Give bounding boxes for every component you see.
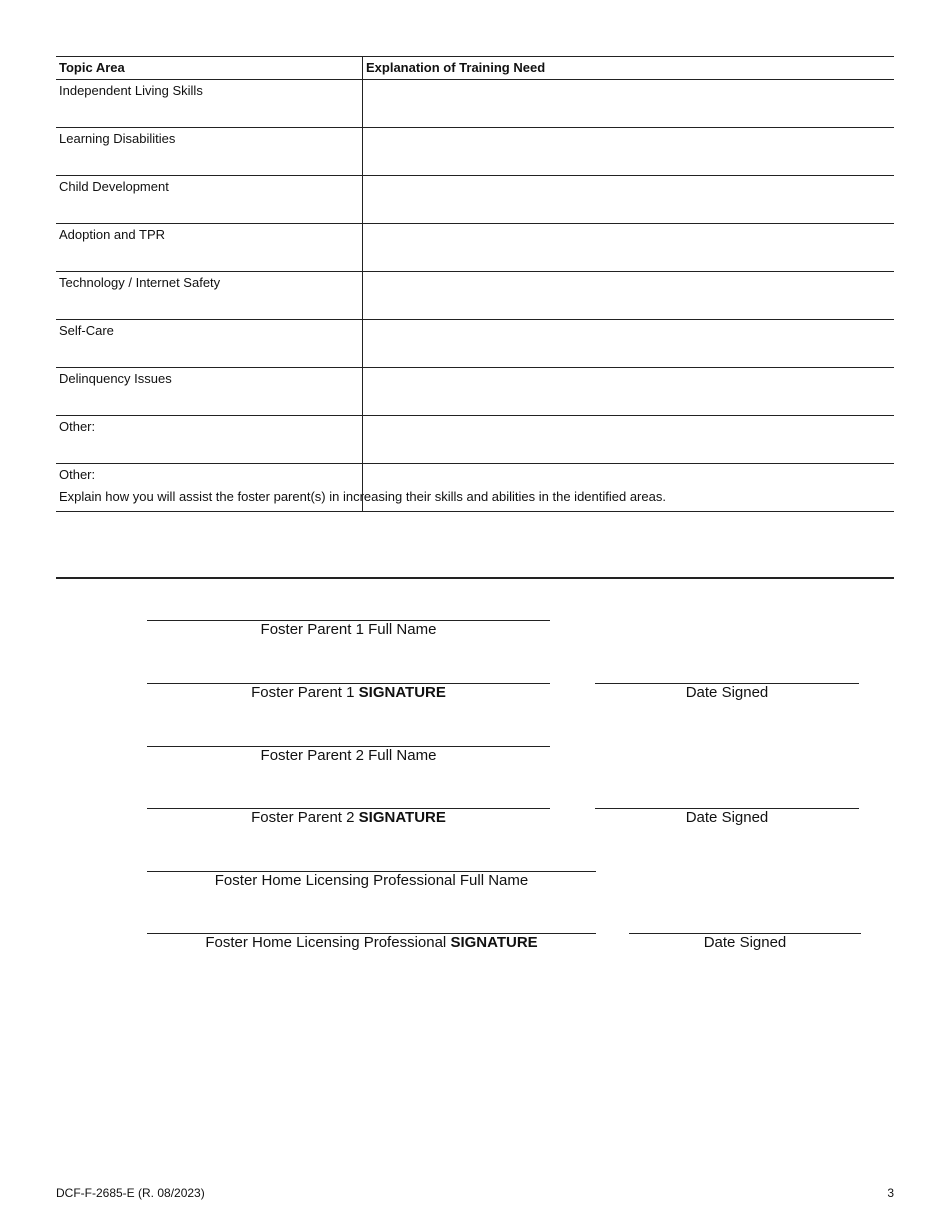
form-id: DCF-F-2685-E (R. 08/2023) xyxy=(56,1186,205,1200)
header-topic-area: Topic Area xyxy=(56,57,363,80)
page-number: 3 xyxy=(887,1186,894,1200)
explanation-cell[interactable] xyxy=(363,464,895,512)
explanation-cell[interactable] xyxy=(363,176,895,224)
explanation-cell[interactable] xyxy=(363,80,895,128)
signature-word: SIGNATURE xyxy=(358,809,446,826)
fp2-name-label: Foster Parent 2 Full Name xyxy=(260,747,437,764)
signature-word: SIGNATURE xyxy=(358,684,446,701)
fhlp-signature-prefix: Foster Home Licensing Professional xyxy=(205,934,447,951)
topic-cell: Delinquency Issues xyxy=(56,368,363,416)
table-row xyxy=(56,464,894,512)
topic-cell: Independent Living Skills xyxy=(56,80,363,128)
training-need-table xyxy=(56,56,894,512)
topic-cell: Other: xyxy=(56,416,363,464)
table-row xyxy=(56,368,894,416)
explanation-cell[interactable] xyxy=(363,224,895,272)
topic-cell: Child Development xyxy=(56,176,363,224)
table-row xyxy=(56,272,894,320)
header-explanation: Explanation of Training Need xyxy=(363,57,895,80)
fp1-date-label: Date Signed xyxy=(685,684,769,701)
table-row xyxy=(56,176,894,224)
topic-cell: Learning Disabilities xyxy=(56,128,363,176)
fp1-signature-label xyxy=(147,684,550,701)
fhlp-signature-label xyxy=(147,934,596,951)
table-row xyxy=(56,80,894,128)
topic-cell: Other: xyxy=(56,464,363,512)
explanation-cell[interactable] xyxy=(363,368,895,416)
table-row xyxy=(56,224,894,272)
fhlp-name-label: Foster Home Licensing Professional Full Name xyxy=(214,872,529,889)
table-header-row xyxy=(56,57,894,80)
explanation-cell[interactable] xyxy=(363,128,895,176)
topic-cell: Adoption and TPR xyxy=(56,224,363,272)
explanation-cell[interactable] xyxy=(363,272,895,320)
explain-prompt: Explain how you will assist the foster parent(s) in increasing their skills and abilities in the identified areas. xyxy=(59,489,666,504)
explanation-cell[interactable] xyxy=(363,320,895,368)
table-row xyxy=(56,128,894,176)
table-row xyxy=(56,416,894,464)
signature-word: SIGNATURE xyxy=(450,934,538,951)
topic-cell: Self-Care xyxy=(56,320,363,368)
table-row xyxy=(56,320,894,368)
fp1-signature-prefix: Foster Parent 1 xyxy=(251,684,355,701)
section-divider xyxy=(56,577,894,579)
fp1-name-label: Foster Parent 1 Full Name xyxy=(260,621,437,638)
fp2-signature-label xyxy=(147,809,550,826)
fp2-signature-prefix: Foster Parent 2 xyxy=(251,809,355,826)
fhlp-date-label: Date Signed xyxy=(703,934,787,951)
explanation-cell[interactable] xyxy=(363,416,895,464)
topic-cell: Technology / Internet Safety xyxy=(56,272,363,320)
fp2-date-label: Date Signed xyxy=(685,809,769,826)
